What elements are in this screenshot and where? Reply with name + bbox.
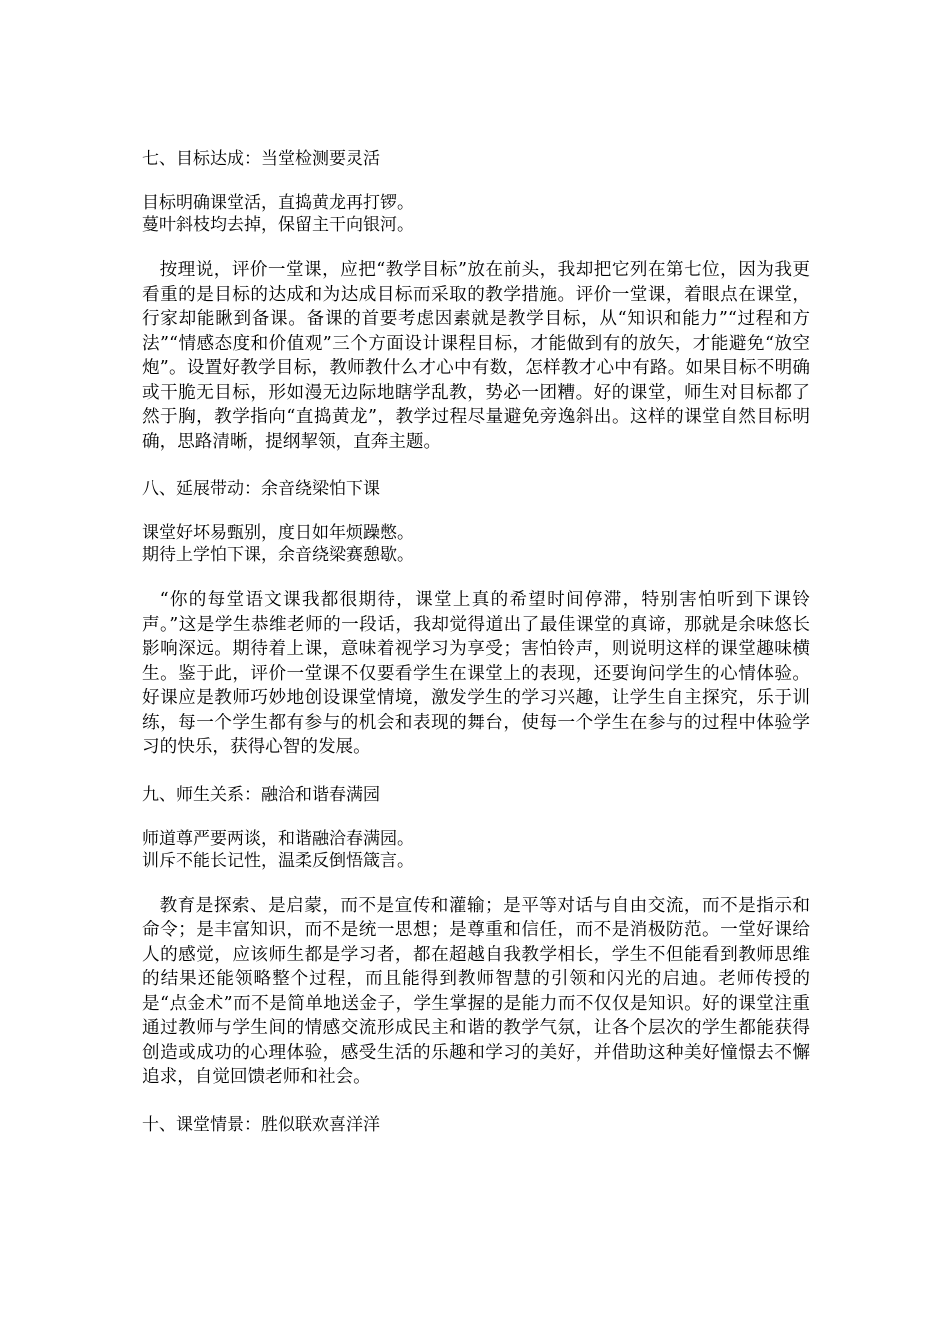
section-heading: 十、课堂情景：胜似联欢喜洋洋 (142, 1114, 380, 1135)
section-nine (142, 784, 810, 1090)
verse-line: 训斥不能长记性，温柔反倒悟箴言。 (142, 850, 414, 871)
section-eight (142, 478, 810, 760)
verse-line: 目标明确课堂活，直捣黄龙再打锣。 (142, 193, 414, 213)
body-paragraph: 按理说，评价一堂课，应把“教学目标”放在前头，我却把它列在第七位，因为我更看重的是目标的达成和为达成目标而采取的教学措施。评价一堂课，着眼点在课堂，行家却能瞅到备课。备课的首要考虑因素就是教学目标，从“知识和能力”“过程和方法”“情感态度和价值观”三个方面设计课程目标，才能做到有的放矢，才能避免“放空炮”。设置好教学目标，教师教什么才心中有数，怎样教才心中有路。如果目标不明确或干脆无目标，形如漫无边际地瞎学乱教，势必一团糟。好的课堂，师生对目标都了然于胸，教学指向“直捣黄龙”，教学过程尽量避免旁逸斜出。这样的课堂自然目标明确，思路清晰，提纲挈领，直奔主题。 (142, 260, 810, 452)
document-page (142, 148, 810, 1158)
verse-block (142, 192, 810, 236)
verse-block (142, 522, 810, 566)
section-ten (142, 1114, 810, 1136)
section-heading: 八、延展带动：余音绕梁怕下课 (142, 479, 380, 499)
body-paragraph: 教育是探索、是启蒙，而不是宣传和灌输；是平等对话与自由交流，而不是指示和命令；是丰富知识，而不是统一思想；是尊重和信任，而不是消极防范。一堂好课给人的感觉，应该师生都是学习者，都在超越自我教学相长，学生不但能看到教师思维的结果还能领略整个过程，而且能得到教师智慧的引领和闪光的启迪。老师传授的是“点金术”而不是简单地送金子，学生掌握的是能力而不仅仅是知识。好的课堂注重通过教师与学生间的情感交流形成民主和谐的教学气氛，让各个层次的学生都能获得创造或成功的心理体验，感受生活的乐趣和学习的美好，并借助这种美好憧憬去不懈追求，自觉回馈老师和社会。 (142, 895, 810, 1087)
verse-line: 期待上学怕下课，余音绕梁赛憩歇。 (142, 545, 414, 565)
section-heading: 九、师生关系：融洽和谐春满园 (142, 784, 380, 805)
verse-line: 师道尊严要两谈，和谐融洽春满园。 (142, 828, 414, 849)
section-heading: 七、目标达成：当堂检测要灵活 (142, 149, 380, 169)
body-paragraph: “你的每堂语文课我都很期待，课堂上真的希望时间停滞，特别害怕听到下课铃声。”这是学生恭维老师的一段话，我却觉得道出了最佳课堂的真谛，那就是余味悠长影响深远。期待着上课，意味着视学习为享受；害怕铃声，则说明这样的课堂趣味横生。鉴于此，评价一堂课不仅要看学生在课堂上的表现，还要询问学生的心情体验。好课应是教师巧妙地创设课堂情境，激发学生的学习兴趣，让学生自主探究，乐于训练，每一个学生都有参与的机会和表现的舞台，使每一个学生在参与的过程中体验学习的快乐，获得心智的发展。 (142, 590, 810, 757)
verse-line: 课堂好坏易甄别，度日如年烦躁憋。 (142, 523, 414, 543)
verse-block (142, 828, 810, 872)
section-seven (142, 148, 810, 454)
verse-line: 蔓叶斜枝均去掉，保留主干向银河。 (142, 215, 414, 235)
